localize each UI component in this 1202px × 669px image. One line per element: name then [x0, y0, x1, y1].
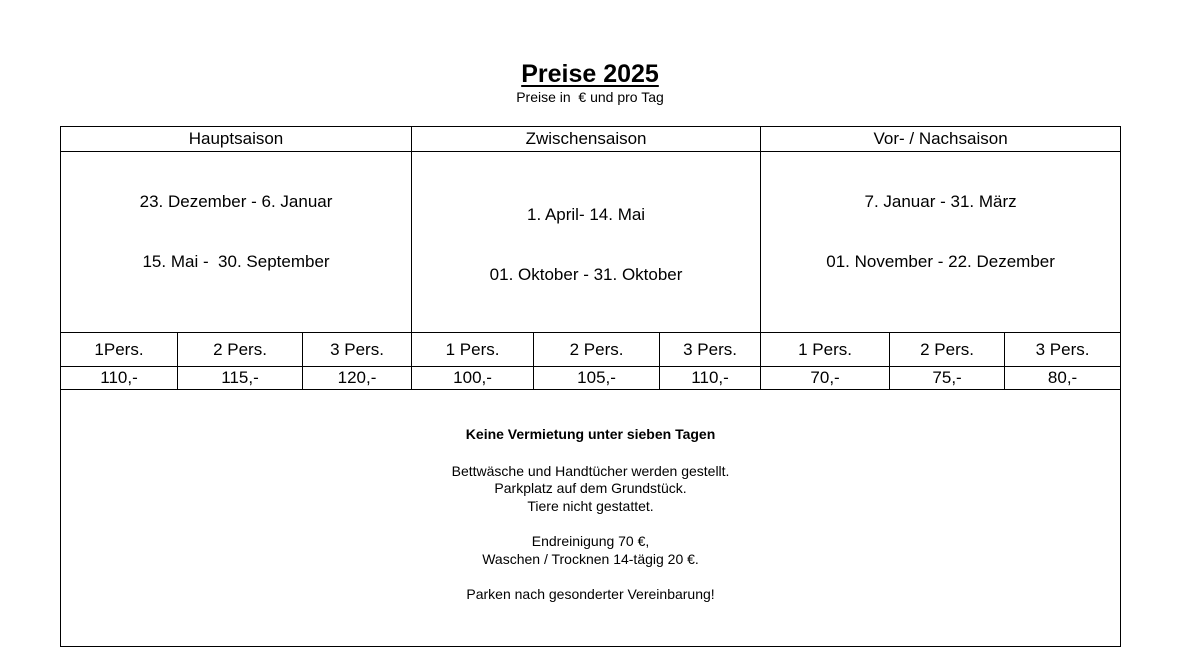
- notes-row: [61, 390, 1121, 647]
- persons-cell: 1Pers.: [61, 333, 178, 367]
- page-title: Preise 2025: [521, 60, 659, 88]
- season-periods-zwischensaison: [412, 152, 761, 333]
- persons-row: [61, 333, 1121, 367]
- included-note: Parkplatz auf dem Grundstück.: [494, 480, 687, 496]
- season-header-row: [61, 127, 1121, 152]
- period-line: 15. Mai - 30. September: [142, 252, 330, 271]
- persons-cell: 2 Pers.: [890, 333, 1005, 367]
- season-name-zwischensaison: Zwischensaison: [412, 127, 761, 152]
- price-cell: 75,-: [890, 367, 1005, 390]
- price-cell: 110,-: [61, 367, 178, 390]
- persons-cell: 3 Pers.: [660, 333, 761, 367]
- price-cell: 110,-: [660, 367, 761, 390]
- price-cell: 70,-: [761, 367, 890, 390]
- season-period-row: [61, 152, 1121, 333]
- notes-cell: [61, 390, 1121, 647]
- persons-cell: 1 Pers.: [412, 333, 534, 367]
- price-cell: 115,-: [178, 367, 303, 390]
- persons-cell: 3 Pers.: [1005, 333, 1121, 367]
- persons-cell: 3 Pers.: [303, 333, 412, 367]
- price-cell: 80,-: [1005, 367, 1121, 390]
- page-subtitle: Preise in € und pro Tag: [516, 89, 664, 105]
- period-line: 23. Dezember - 6. Januar: [139, 192, 333, 211]
- price-cell: 100,-: [412, 367, 534, 390]
- persons-cell: 2 Pers.: [178, 333, 303, 367]
- period-line: 01. November - 22. Dezember: [826, 252, 1055, 271]
- included-note: Tiere nicht gestattet.: [527, 497, 654, 514]
- price-table: [60, 126, 1121, 647]
- period-line: 01. Oktober - 31. Oktober: [489, 265, 683, 284]
- season-name-vor-nachsaison: Vor- / Nachsaison: [761, 127, 1121, 152]
- fee-note: Waschen / Trocknen 14-tägig 20 €.: [482, 550, 699, 567]
- parking-note: Parken nach gesonderter Vereinbarung!: [466, 586, 715, 602]
- price-row: [61, 367, 1121, 390]
- persons-cell: 2 Pers.: [534, 333, 660, 367]
- period-line: 1. April- 14. Mai: [526, 205, 646, 224]
- fee-note: Endreinigung 70 €,: [531, 533, 650, 549]
- included-note: Bettwäsche und Handtücher werden gestellt.: [451, 462, 730, 479]
- season-periods-hauptsaison: [61, 152, 412, 333]
- persons-cell: 1 Pers.: [761, 333, 890, 367]
- period-line: 7. Januar - 31. März: [864, 192, 1017, 211]
- season-name-hauptsaison: Hauptsaison: [61, 127, 412, 152]
- season-periods-vor-nachsaison: [761, 152, 1121, 333]
- price-cell: 120,-: [303, 367, 412, 390]
- min-stay-note: Keine Vermietung unter sieben Tagen: [465, 426, 716, 442]
- price-cell: 105,-: [534, 367, 660, 390]
